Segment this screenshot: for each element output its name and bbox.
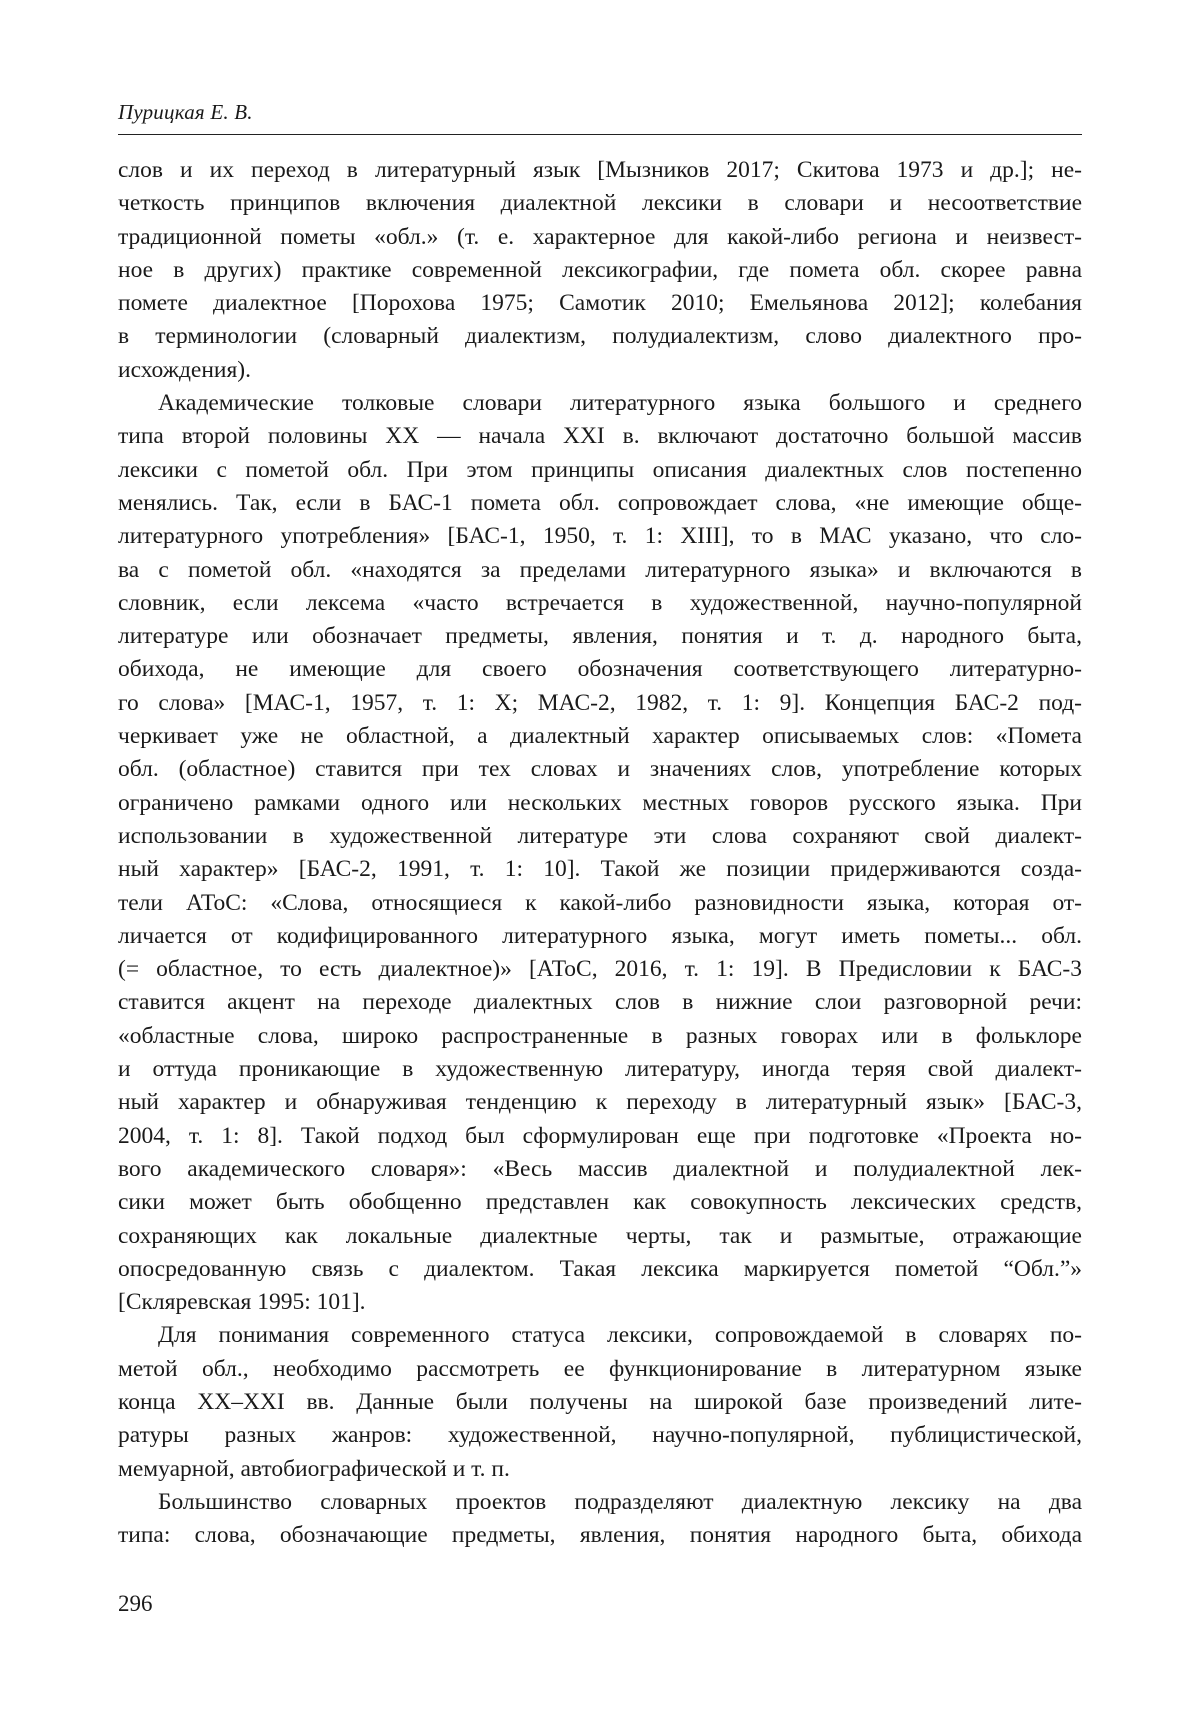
text-line: литературного употребления» [БАС-1, 1950, т. 1: XIII], то в МАС указано, что сло- <box>118 523 1082 550</box>
text-line: менялись. Так, если в БАС-1 помета обл. сопровождает слова, «не имеющие обще- <box>118 489 1082 516</box>
paragraph <box>118 387 1082 1319</box>
text-line: Академические толковые словари литературного языка большого и среднего <box>158 390 1082 417</box>
text-line: словник, если лексема «часто встречается в художественной, научно-популярной <box>118 589 1082 616</box>
paragraph <box>118 154 1082 387</box>
text-line: ное в других) практике современной лексикографии, где помета обл. скорее равна <box>118 256 1082 283</box>
text-line: мемуарной, автобиографической и т. п. <box>118 1455 510 1482</box>
text-line: типа: слова, обозначающие предметы, явления, понятия народного быта, обихода <box>118 1522 1082 1549</box>
text-line: «областные слова, широко распространенные в разных говорах или в фольклоре <box>118 1022 1082 1049</box>
text-line: го слова» [МАС-1, 1957, т. 1: X; МАС-2, 1982, т. 1: 9]. Концепция БАС-2 под- <box>118 689 1082 716</box>
text-line: и оттуда проникающие в художественную литературу, иногда теряя свой диалект- <box>118 1056 1082 1083</box>
text-line: лексики с пометой обл. При этом принципы описания диалектных слов постепенно <box>118 456 1082 483</box>
text-line: исхождения). <box>118 356 252 383</box>
body-text <box>118 154 1082 1552</box>
text-line: ограничено рамками одного или нескольких местных говоров русского языка. При <box>118 789 1082 816</box>
running-head-author: Пурицкая Е. В. <box>118 100 253 124</box>
text-line: Для понимания современного статуса лексики, сопровождаемой в словарях по- <box>158 1322 1082 1349</box>
text-line: ва с пометой обл. «находятся за пределами литературного языка» и включаются в <box>118 556 1082 583</box>
text-line: ратуры разных жанров: художественной, научно-популярной, публицистической, <box>118 1422 1082 1449</box>
paragraph <box>118 1319 1082 1485</box>
text-line: 2004, т. 1: 8]. Такой подход был сформулирован еще при подготовке «Проекта но- <box>118 1122 1082 1149</box>
text-line: обихода, не имеющие для своего обозначения соответствующего литературно- <box>118 656 1082 683</box>
text-line: (= областное, то есть диалектное)» [АТоС, 2016, т. 1: 19]. В Предисловии к БАС-3 <box>118 956 1082 983</box>
text-line: метой обл., необходимо рассмотреть ее функционирование в литературном языке <box>118 1355 1082 1382</box>
text-line: сики может быть обобщенно представлен как совокупность лексических средств, <box>118 1189 1082 1216</box>
text-line: в терминологии (словарный диалектизм, полудиалектизм, слово диалектного про- <box>118 323 1082 350</box>
paragraph <box>118 1486 1082 1553</box>
text-line: черкивает уже не областной, а диалектный характер описываемых слов: «Помета <box>118 723 1082 750</box>
text-line: обл. (областное) ставится при тех словах и значениях слов, употребление которых <box>118 756 1082 783</box>
text-line: конца XX–XXI вв. Данные были получены на широкой базе произведений лите- <box>118 1388 1082 1415</box>
header-rule <box>118 134 1082 135</box>
text-line: Большинство словарных проектов подразделяют диалектную лексику на два <box>158 1488 1082 1515</box>
text-line: ный характер» [БАС-2, 1991, т. 1: 10]. Такой же позиции придерживаются созда- <box>118 856 1082 883</box>
text-line: помете диалектное [Порохова 1975; Самотик 2010; Емельянова 2012]; колебания <box>118 290 1082 317</box>
text-line: вого академического словаря»: «Весь массив диалектной и полудиалектной лек- <box>118 1155 1082 1182</box>
text-line: ный характер и обнаруживая тенденцию к переходу в литературный язык» [БАС-3, <box>118 1089 1082 1116</box>
text-line: опосредованную связь с диалектом. Такая лексика маркируется пометой “Обл.”» <box>118 1255 1082 1282</box>
text-line: [Скляревская 1995: 101]. <box>118 1289 366 1316</box>
text-line: традиционной пометы «обл.» (т. е. характерное для какой-либо региона и неизвест- <box>118 223 1082 250</box>
text-line: слов и их переход в литературный язык [Мызников 2017; Скитова 1973 и др.]; не- <box>118 157 1082 183</box>
text-line: сохраняющих как локальные диалектные черты, так и размытые, отражающие <box>118 1222 1082 1249</box>
text-line: тели АТоС: «Слова, относящиеся к какой-либо разновидности языка, которая от- <box>118 889 1082 916</box>
text-line: типа второй половины XX — начала XXI в. включают достаточно большой массив <box>118 423 1082 450</box>
text-line: использовании в художественной литературе эти слова сохраняют свой диалект- <box>118 822 1082 849</box>
page-number: 296 <box>118 1591 153 1616</box>
text-line: литературе или обозначает предметы, явления, понятия и т. д. народного быта, <box>118 623 1082 650</box>
text-line: четкость принципов включения диалектной лексики в словари и несоответствие <box>118 190 1082 217</box>
text-line: ставится акцент на переходе диалектных слов в нижние слои разговорной речи: <box>118 989 1082 1016</box>
text-line: личается от кодифицированного литературного языка, могут иметь пометы... обл. <box>118 922 1082 949</box>
